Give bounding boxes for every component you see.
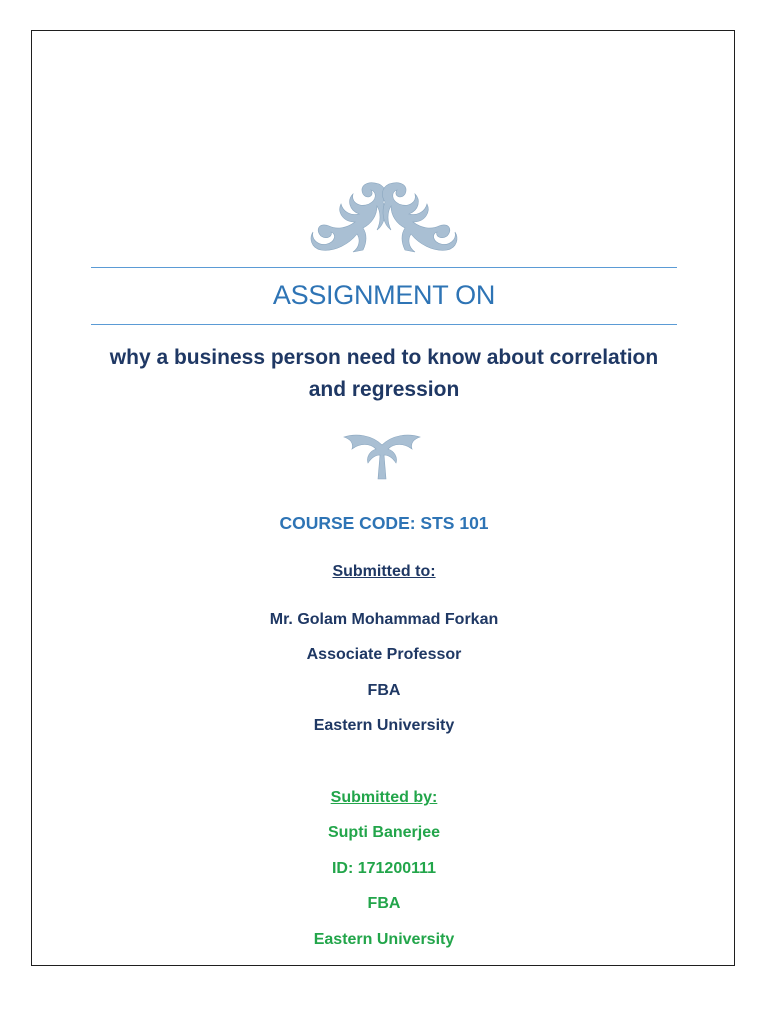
supervisor-designation: Associate Professor bbox=[306, 646, 462, 663]
leaf-ornament-icon bbox=[340, 431, 424, 481]
page-title: ASSIGNMENT ON bbox=[272, 280, 496, 310]
top-divider bbox=[91, 267, 677, 268]
submitted-to-heading: Submitted to: bbox=[332, 563, 436, 580]
supervisor-name: Mr. Golam Mohammad Forkan bbox=[269, 611, 499, 628]
submitted-by-heading: Submitted by: bbox=[330, 789, 438, 806]
bottom-divider bbox=[91, 324, 677, 325]
student-faculty: FBA bbox=[367, 895, 401, 912]
student-name: Supti Banerjee bbox=[327, 824, 441, 841]
supervisor-faculty: FBA bbox=[367, 682, 401, 699]
student-id: ID: 171200111 bbox=[331, 860, 437, 877]
course-code: COURSE CODE: STS 101 bbox=[279, 513, 489, 533]
student-university: Eastern University bbox=[313, 931, 455, 948]
assignment-topic: why a business person need to know about correlation and regression bbox=[109, 346, 659, 401]
floral-ornament-icon bbox=[307, 178, 461, 254]
supervisor-university: Eastern University bbox=[313, 717, 455, 734]
